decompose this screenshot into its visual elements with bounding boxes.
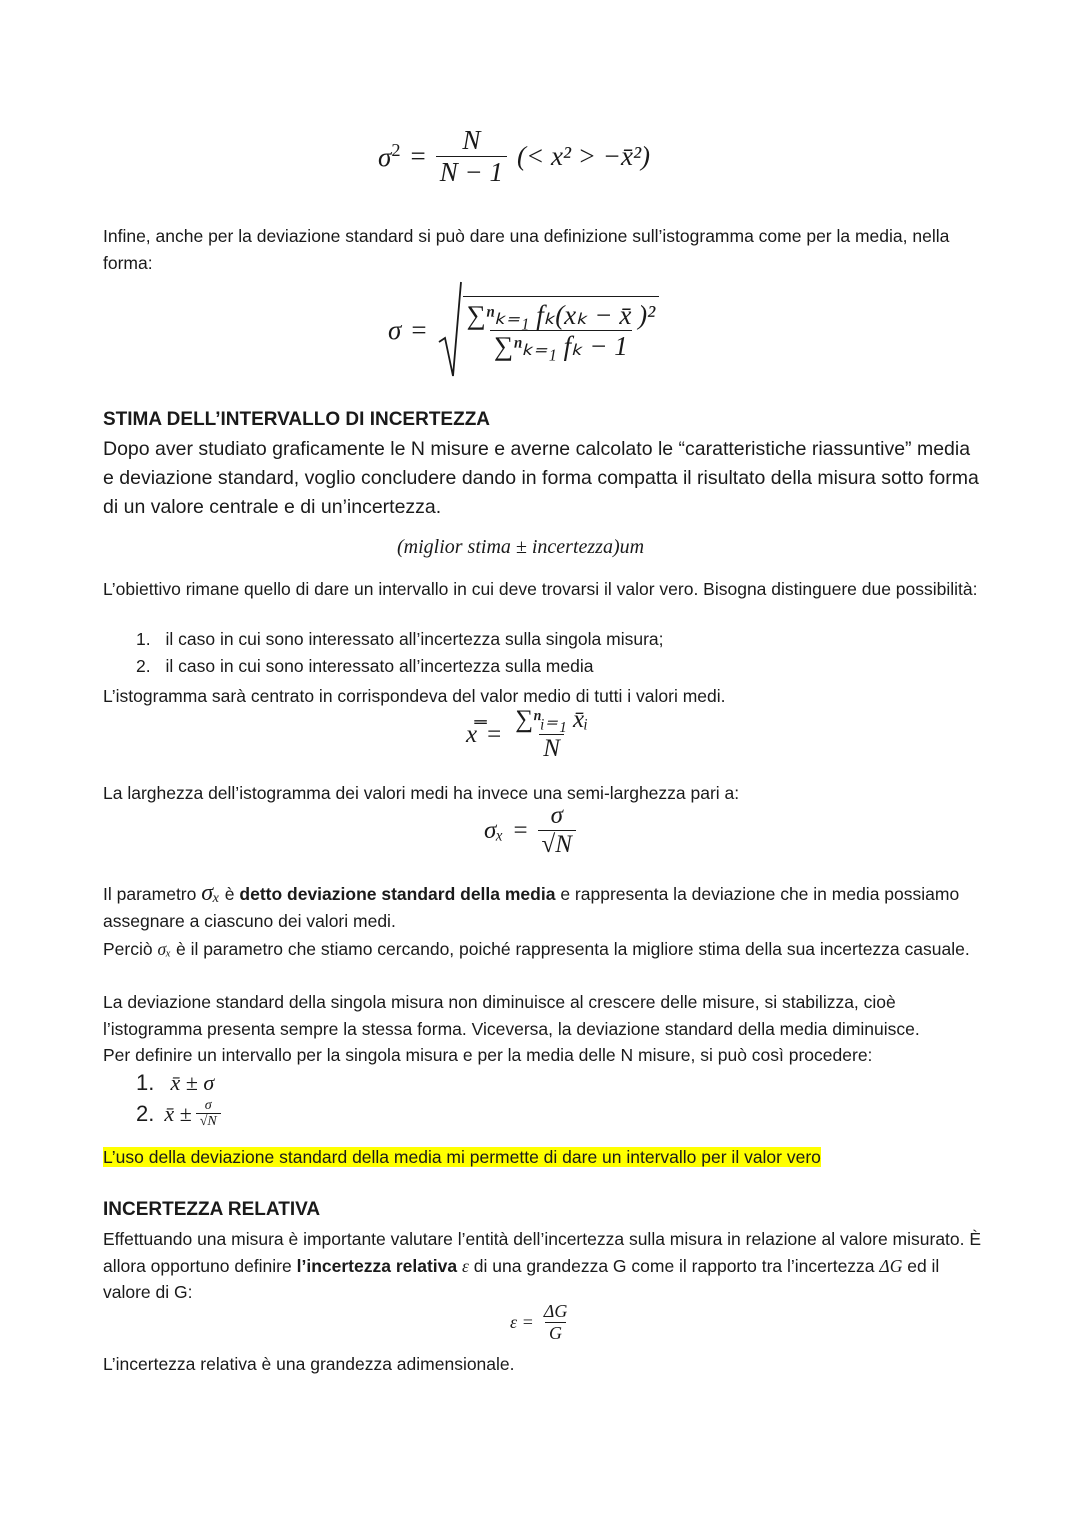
sigma-equals: = <box>411 314 427 345</box>
variance-lhs: $\sigma^2$ <box>378 140 401 173</box>
formula-best-estimate: (miglior stima ± incertezza)um <box>397 536 645 558</box>
paragraph-incertezza-relativa <box>103 1226 983 1306</box>
list-item-formula <box>136 1098 221 1130</box>
interval-fraction-num: σ <box>204 1098 212 1113</box>
heading-stima-intervallo: STIMA DELL’INTERVALLO DI INCERTEZZA <box>103 409 491 430</box>
paragraph-istogramma: L’istogramma sarà centrato in corrispondeva del valor medio di tutti i valori medi. <box>103 686 726 706</box>
variance-denominator: N − 1 <box>436 156 507 188</box>
epsilon-lhs: ε = <box>510 1312 534 1333</box>
epsilon-denominator: G <box>545 1322 566 1344</box>
mean-of-means-denominator: N <box>539 734 564 764</box>
formula-variance <box>378 126 650 188</box>
formula-sigma-x <box>484 802 576 859</box>
paragraph-deviazione: La deviazione standard della singola misura non diminuisce al crescere delle misure, si stabilizza, cioè l’istogramma presenta sempre la stessa forma. Viceversa, la deviazione standard della media diminuisce. <box>103 992 920 1039</box>
variance-numerator: N <box>462 125 481 155</box>
sigma-lhs: σ <box>388 314 402 345</box>
interval-mean-fraction <box>196 1098 221 1130</box>
delta-g-symbol: ΔG <box>879 1255 903 1276</box>
interval-mean: x̄ ± <box>164 1101 192 1127</box>
epsilon-fraction <box>540 1302 572 1343</box>
list-item-formula <box>136 1070 214 1096</box>
sigma-numerator: ∑ⁿₖ₌₁ fₖ(xₖ − x̄ )² <box>466 299 656 330</box>
relativa-bold: l’incertezza relativa <box>296 1255 458 1276</box>
epsilon-numerator: ΔG <box>543 1301 568 1321</box>
paragraph-parametro <box>103 880 983 934</box>
parametro-text-b: è <box>224 884 235 904</box>
list-number: 1. <box>136 629 151 649</box>
list-item <box>136 629 664 650</box>
list-number: 2. <box>136 1101 155 1127</box>
list-number: 2. <box>136 656 151 676</box>
sigma-x-symbol: σₓ <box>201 880 220 906</box>
formula-sigma-histogram <box>388 280 659 380</box>
list-text: il caso in cui sono interessato all’incertezza sulla singola misura; <box>165 629 664 649</box>
relativa-text-a: Effettuando una misura è importante valutare l’entità dell’incertezza sulla misura in relazione al valore misurato. È allora opportuno definire <box>103 1229 982 1276</box>
sigma-x-fraction <box>538 802 576 859</box>
parametro-bold: detto deviazione standard della media <box>239 884 556 904</box>
sigma-x-equals: = <box>513 816 528 844</box>
sqrt-sign-icon <box>437 280 463 380</box>
relativa-text-b: di una grandezza G come il rapporto tra l’incertezza <box>473 1255 875 1276</box>
mean-of-means-fraction <box>511 706 592 763</box>
sigma-fraction <box>463 296 660 363</box>
parametro-text-c: e rappresenta la deviazione che in media possiamo assegnare a ciascuno dei valori medi. <box>103 884 960 931</box>
formula-epsilon <box>510 1302 571 1343</box>
sqrt-wrapper <box>437 280 660 380</box>
percio-text-a: Perciò <box>103 939 153 959</box>
mean-of-means-lhs: x̿ <box>466 720 478 748</box>
formula-mean-of-means <box>466 706 592 763</box>
sigma-x-lhs: σₓ <box>484 816 504 844</box>
paragraph-adimensionale: L’incertezza relativa è una grandezza adimensionale. <box>103 1354 515 1374</box>
list-number: 1. <box>136 1070 155 1095</box>
paragraph-stima: Dopo aver studiato graficamente le N misure e averne calcolato le “caratteristiche riassuntive” media e deviazione standard, voglio concludere dando in forma compatta il risultato della misura sotto forma di un valore centrale e di un’incertezza. <box>103 438 979 518</box>
highlighted-sentence <box>103 1144 983 1171</box>
percio-text-b: è il parametro che stiamo cercando, poiché rappresenta la migliore stima della sua incertezza casuale. <box>175 939 970 959</box>
highlight-text: L’uso della deviazione standard della media mi permette di dare un intervallo per il valor vero <box>103 1147 821 1167</box>
interval-fraction-den: √N <box>196 1113 221 1130</box>
paragraph-definire: Per definire un intervallo per la singola misura e per la media delle N misure, si può così procedere: <box>103 1045 873 1065</box>
list-text: il caso in cui sono interessato all’incertezza sulla media <box>165 656 594 676</box>
paragraph-larghezza: La larghezza dell’istogramma dei valori medi ha invece una semi-larghezza pari a: <box>103 783 740 803</box>
parametro-text-a: Il parametro <box>103 884 197 904</box>
relativa-text-c: ed il valore di G: <box>103 1255 940 1302</box>
variance-equals: = <box>410 141 426 172</box>
epsilon-symbol: ε <box>462 1255 469 1276</box>
intro-paragraph: Infine, anche per la deviazione standard si può dare una definizione sull’istogramma come per la media, nella forma: <box>103 226 950 273</box>
paragraph-obiettivo: L’obiettivo rimane quello di dare un intervallo in cui deve trovarsi il valor vero. Bisogna distinguere due possibilità: <box>103 579 978 599</box>
paragraph-percio <box>103 936 983 963</box>
mean-of-means-numerator: ∑ⁿᵢ₌₁ x̄ᵢ <box>515 706 589 733</box>
sigma-x-denominator: √N <box>538 830 576 860</box>
variance-parenthesis: (< x² > −x̄²) <box>516 141 651 172</box>
sigma-denominator: ∑ⁿₖ₌₁ fₖ − 1 <box>490 330 632 362</box>
mean-of-means-equals: = <box>487 720 502 748</box>
interval-single: x̄ ± σ <box>170 1070 215 1095</box>
sigma-x-numerator: σ <box>550 802 563 829</box>
variance-fraction <box>436 126 507 188</box>
list-item <box>136 656 593 677</box>
sigma-x-symbol-inline: σₓ <box>157 939 172 959</box>
heading-incertezza-relativa: INCERTEZZA RELATIVA <box>103 1199 321 1220</box>
